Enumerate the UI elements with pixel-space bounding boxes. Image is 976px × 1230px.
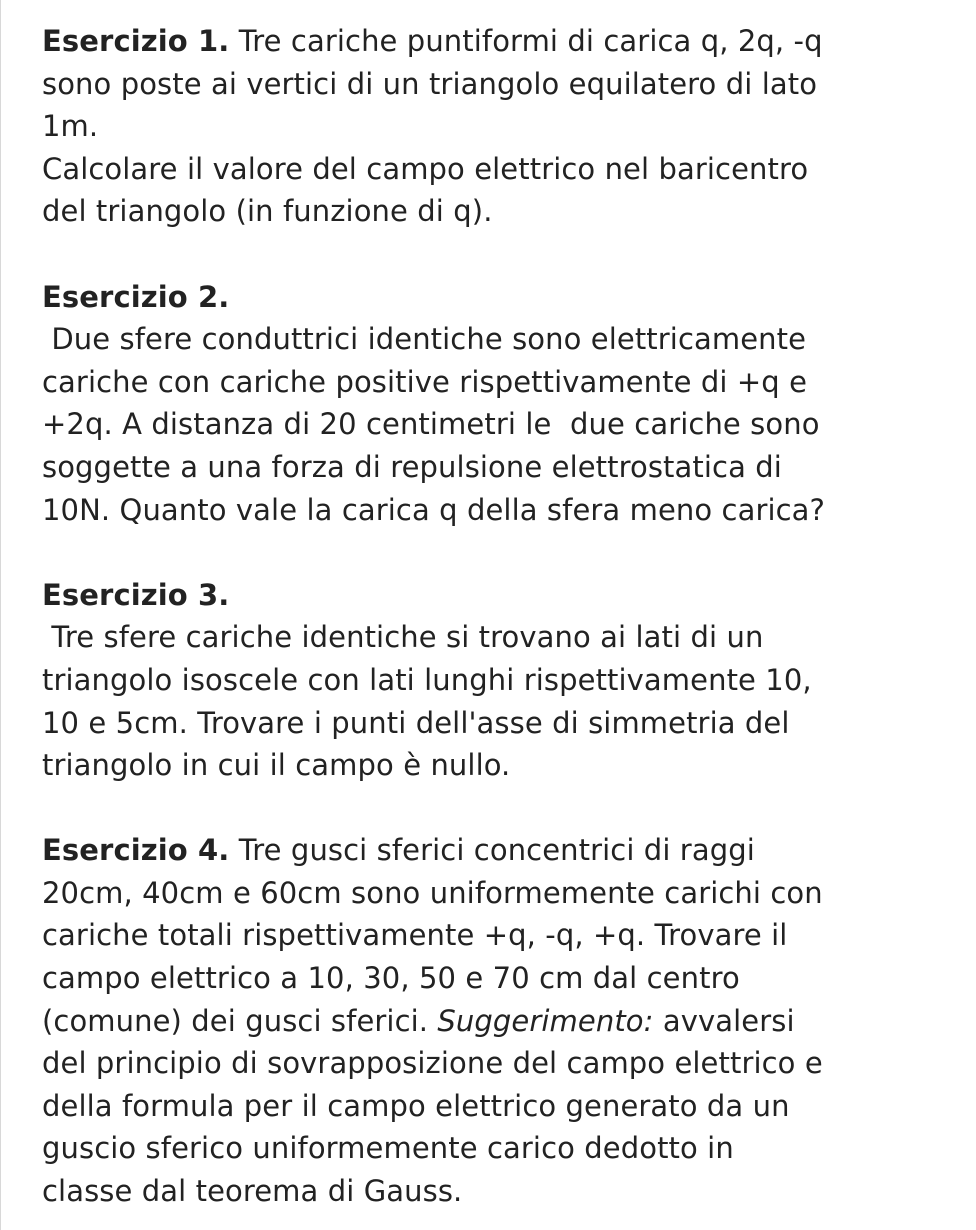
exercise-1-line-3: 1m. — [42, 109, 99, 144]
spacer — [42, 787, 942, 830]
exercise-3-line-1: Tre sfere cariche identiche si trovano ai lati di un — [42, 620, 764, 655]
exercise-4-line-2: 20cm, 40cm e 60cm sono uniformemente carichi con — [42, 875, 823, 910]
exercise-sheet — [42, 20, 942, 1213]
exercise-1-line-2: sono poste ai vertici di un triangolo equilatero di lato — [42, 66, 818, 101]
exercise-2-line-2: cariche con cariche positive rispettivamente di +q e — [42, 364, 808, 399]
exercise-1-text: Tre cariche puntiformi di carica q, 2q, -q — [238, 24, 823, 58]
exercise-4-line-5-tail: avvalersi — [662, 1003, 795, 1038]
exercise-2-line-1: Due sfere conduttrici identiche sono elettricamente — [42, 322, 807, 357]
exercise-4-line-5 — [42, 1000, 942, 1043]
exercise-2 — [42, 276, 942, 532]
exercise-4-line-1 — [42, 829, 942, 872]
exercise-2-line-3: +2q. A distanza di 20 centimetri le due cariche sono — [42, 407, 820, 442]
exercise-1-line-5: del triangolo (in funzione di q). — [42, 194, 493, 229]
exercise-4-text: Tre gusci sferici concentrici di raggi — [238, 833, 755, 868]
exercise-1-line-1 — [42, 20, 942, 63]
exercise-3-line-3: 10 e 5cm. Trovare i punti dell'asse di simmetria del — [42, 705, 790, 740]
exercise-3-title: Esercizio 3. — [42, 577, 230, 612]
exercise-4-line-3: cariche totali rispettivamente +q, -q, +q. Trovare il — [42, 918, 788, 953]
exercise-4-line-7: della formula per il campo elettrico generato da un — [42, 1088, 790, 1123]
exercise-1-line-4: Calcolare il valore del campo elettrico nel baricentro — [42, 151, 809, 186]
exercise-4-line-5-text: (comune) dei gusci sferici. — [42, 1003, 429, 1038]
spacer — [42, 233, 942, 276]
exercise-4-line-4: campo elettrico a 10, 30, 50 e 70 cm dal centro — [42, 961, 740, 996]
exercise-1-title: Esercizio 1. — [42, 24, 230, 58]
exercise-4-line-9: classe dal teorema di Gauss. — [42, 1174, 463, 1209]
exercise-1 — [42, 20, 942, 233]
exercise-2-line-5: 10N. Quanto vale la carica q della sfera meno carica? — [42, 492, 826, 527]
hint-label: Suggerimento: — [437, 1003, 654, 1038]
exercise-3-line-2: triangolo isoscele con lati lunghi rispettivamente 10, — [42, 662, 812, 697]
exercise-4-title: Esercizio 4. — [42, 833, 230, 868]
spacer — [42, 531, 942, 574]
exercise-4 — [42, 829, 942, 1212]
exercise-2-title: Esercizio 2. — [42, 279, 230, 314]
exercise-4-line-8: guscio sferico uniformemente carico dedotto in — [42, 1131, 734, 1166]
exercise-3 — [42, 574, 942, 787]
exercise-3-line-4: triangolo in cui il campo è nullo. — [42, 748, 511, 783]
exercise-4-line-6: del principio di sovrapposizione del campo elettrico e — [42, 1046, 823, 1081]
exercise-2-line-4: soggette a una forza di repulsione elettrostatica di — [42, 449, 782, 484]
